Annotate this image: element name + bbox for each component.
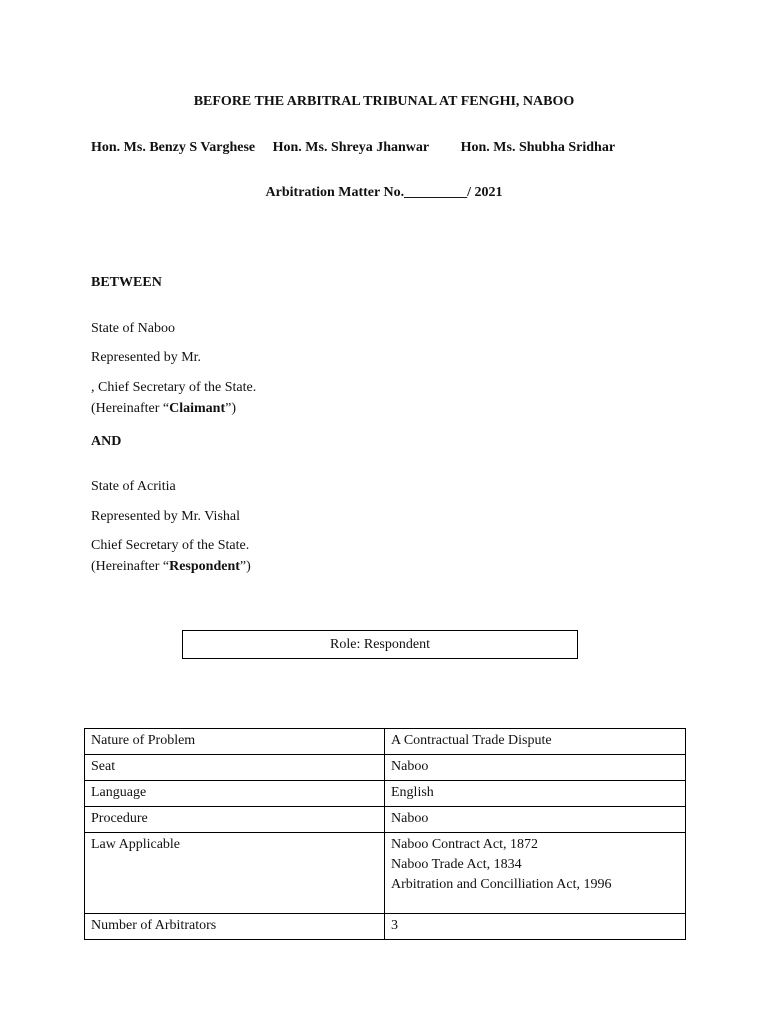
claimant-state: State of Naboo: [91, 321, 175, 336]
row-value: [385, 729, 686, 755]
table-row: [85, 781, 686, 807]
row-label: Procedure: [85, 807, 385, 833]
judge-name: Hon. Ms. Shubha Sridhar: [460, 140, 616, 155]
matter-number: Arbitration Matter No._________/ 2021: [265, 185, 503, 200]
details-table: [84, 728, 686, 940]
row-value-line: Naboo: [391, 811, 429, 826]
role-box: Role: Respondent: [182, 630, 578, 659]
respondent-state: State of Acritia: [91, 479, 176, 494]
hereinafter-suffix: ”): [239, 559, 251, 574]
respondent-role: Respondent: [169, 559, 240, 574]
row-label: Nature of Problem: [85, 729, 385, 755]
row-value-line: Arbitration and Concilliation Act, 1996: [391, 877, 612, 892]
page-title: BEFORE THE ARBITRAL TRIBUNAL AT FENGHI, NABOO: [193, 94, 575, 109]
row-value-line: Naboo: [391, 759, 429, 774]
row-value: [385, 781, 686, 807]
hereinafter-prefix: (Hereinafter “: [91, 559, 170, 574]
claimant-role: Claimant: [169, 401, 226, 416]
respondent-hereinafter: [91, 559, 251, 575]
row-value-line: English: [391, 785, 434, 800]
claimant-hereinafter: [91, 401, 236, 417]
hereinafter-suffix: ”): [225, 401, 236, 416]
row-value: [385, 914, 686, 940]
row-value-line: 3: [391, 918, 398, 933]
row-label: Language: [85, 781, 385, 807]
table-row: [85, 729, 686, 755]
table-row: [85, 807, 686, 833]
between-label: BETWEEN: [91, 275, 162, 290]
row-label: Number of Arbitrators: [85, 914, 385, 940]
row-label: Law Applicable: [85, 833, 385, 914]
table-row: [85, 833, 686, 914]
claimant-representative: Represented by Mr.: [91, 350, 202, 365]
table-row: [85, 914, 686, 940]
row-value-line: Naboo Trade Act, 1834: [391, 857, 522, 872]
row-label: Seat: [85, 755, 385, 781]
tribunal-members: [91, 140, 615, 156]
claimant-secretary: , Chief Secretary of the State.: [91, 380, 257, 395]
and-label: AND: [91, 434, 122, 449]
row-value: [385, 833, 686, 914]
table-row: [85, 755, 686, 781]
respondent-secretary: Chief Secretary of the State.: [91, 538, 250, 553]
row-value-line: Naboo Contract Act, 1872: [391, 837, 538, 852]
hereinafter-prefix: (Hereinafter “: [91, 401, 170, 416]
judge-name: Hon. Ms. Benzy S Varghese: [91, 140, 256, 155]
row-value: [385, 755, 686, 781]
respondent-representative: Represented by Mr. Vishal: [91, 509, 240, 524]
row-value-line: A Contractual Trade Dispute: [391, 733, 552, 748]
row-value: [385, 807, 686, 833]
judge-name: Hon. Ms. Shreya Jhanwar: [272, 140, 430, 155]
